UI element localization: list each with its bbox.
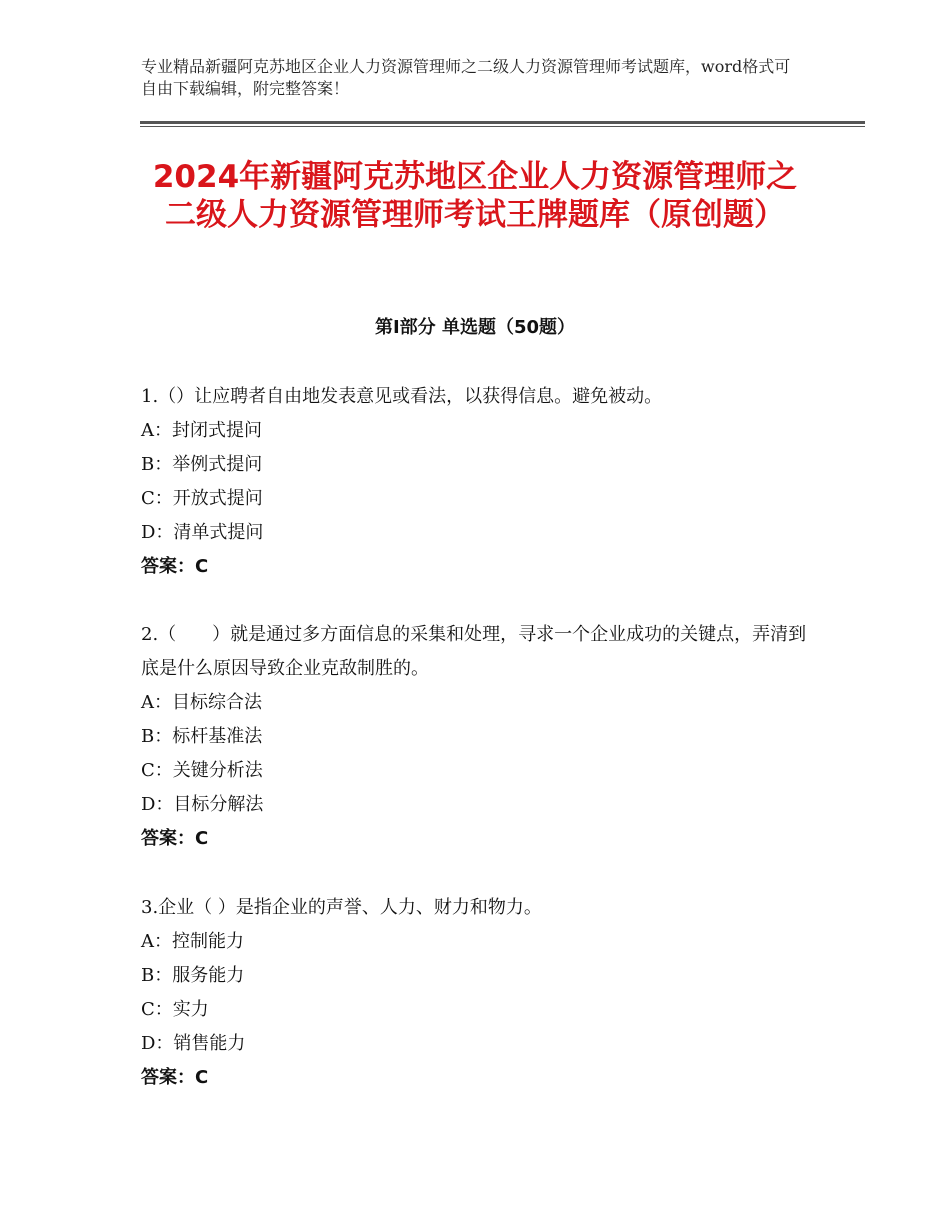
question-3: [141, 891, 821, 1095]
question-option-b: B：举例式提问: [141, 454, 263, 475]
document-title: 2024年新疆阿克苏地区企业人力资源管理师之二级人力资源管理师考试王牌题库（原创题）: [152, 159, 798, 233]
question-option-b: B：服务能力: [141, 965, 245, 986]
question-2: [141, 618, 821, 856]
question-option-c: C：关键分析法: [141, 760, 263, 781]
question-answer: 答案：C: [141, 1067, 209, 1088]
question-stem: 3.企业（ ）是指企业的声誉、人力、财力和物力。: [141, 897, 542, 918]
question-stem: 2.（ ）就是通过多方面信息的采集和处理，寻求一个企业成功的关键点，弄清到底是什么原因导致企业克敌制胜的。: [141, 624, 807, 679]
question-option-c: C：开放式提问: [141, 488, 263, 509]
question-option-d: D：销售能力: [141, 1033, 246, 1054]
question-option-d: D：目标分解法: [141, 794, 264, 815]
question-option-d: D：清单式提问: [141, 522, 264, 543]
question-stem: 1.（）让应聘者自由地发表意见或看法，以获得信息。避免被动。: [141, 386, 663, 407]
question-answer: 答案：C: [141, 828, 209, 849]
question-answer: 答案：C: [141, 556, 209, 577]
header-note: 专业精品新疆阿克苏地区企业人力资源管理师之二级人力资源管理师考试题库，word格式可自由下载编辑，附完整答案！: [141, 57, 791, 98]
question-option-a: A：控制能力: [141, 931, 244, 952]
question-option-a: A：封闭式提问: [141, 420, 262, 441]
question-option-c: C：实力: [141, 999, 209, 1020]
question-1: [141, 380, 821, 584]
header-divider-thick: [140, 121, 865, 124]
section-title: 第Ⅰ部分 单选题（50题）: [374, 317, 575, 338]
question-option-a: A：目标综合法: [141, 692, 262, 713]
question-option-b: B：标杆基准法: [141, 726, 263, 747]
header-divider-thin: [140, 126, 865, 127]
